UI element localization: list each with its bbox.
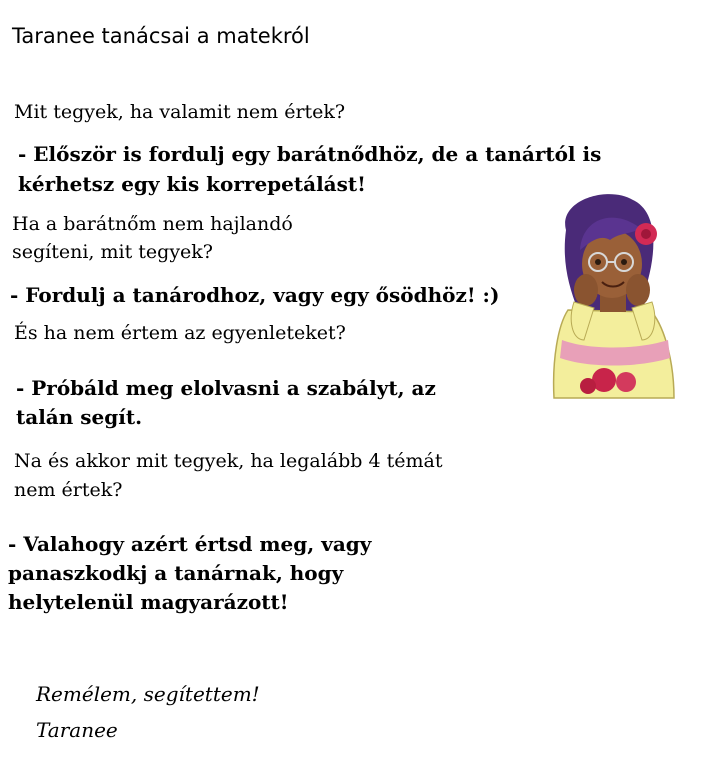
answer-4-line-2: panaszkodkj a tanárnak, hogy xyxy=(8,561,344,585)
rose-2 xyxy=(616,372,636,392)
question-2-line-2: segíteni, mit tegyek? xyxy=(12,241,213,263)
taranee-illustration xyxy=(548,190,678,402)
question-4-line-2: nem értek? xyxy=(14,479,123,501)
rose-3 xyxy=(580,378,596,394)
answer-3-line-2: talán segít. xyxy=(16,405,143,429)
hand-left xyxy=(574,274,598,306)
hair-rose-center xyxy=(641,229,651,239)
answer-4-line-1: - Valahogy azért értsd meg, vagy xyxy=(8,532,372,556)
answer-4-line-3: helytelenül magyarázott! xyxy=(8,590,289,614)
eye-right xyxy=(621,259,627,265)
question-4-line-1: Na és akkor mit tegyek, ha legalább 4 témát xyxy=(14,450,443,472)
question-2-line-1: Ha a barátnőm nem hajlandó xyxy=(12,213,293,235)
signature-line-1: Remélem, segítettem! xyxy=(36,682,260,706)
hand-right xyxy=(626,274,650,306)
answer-1-line-1: - Először is fordulj egy barátnődhöz, de a tanártól is xyxy=(18,142,602,166)
answer-1-line-2: kérhetsz egy kis korrepetálást! xyxy=(18,172,366,196)
signature-name: Taranee xyxy=(36,718,118,742)
answer-3-line-1: - Próbáld meg elolvasni a szabályt, az xyxy=(16,376,436,400)
answer-2: - Fordulj a tanárodhoz, vagy egy ősödhöz! :) xyxy=(10,283,500,307)
question-1: Mit tegyek, ha valamit nem értek? xyxy=(14,101,346,123)
eye-left xyxy=(595,259,601,265)
page-title: Taranee tanácsai a matekról xyxy=(12,24,310,48)
question-3: És ha nem értem az egyenleteket? xyxy=(14,322,346,344)
